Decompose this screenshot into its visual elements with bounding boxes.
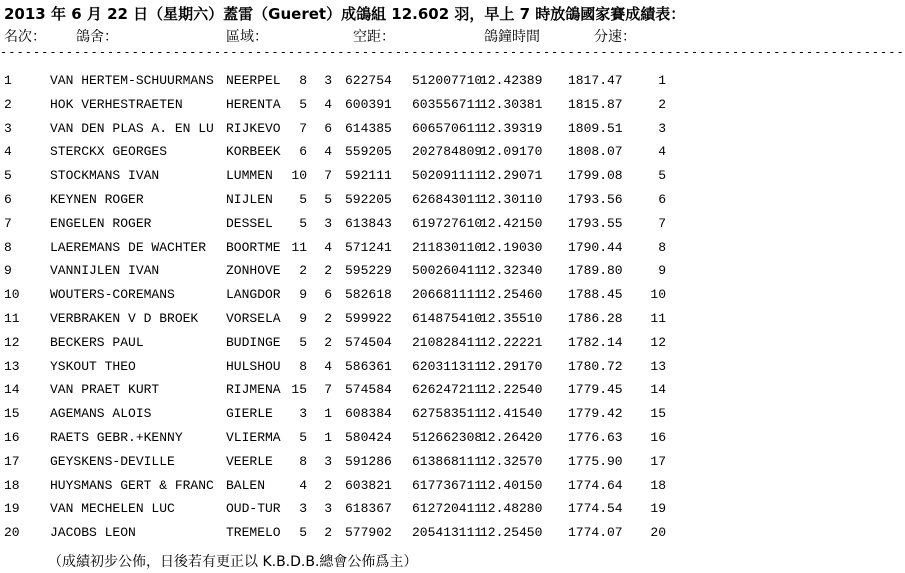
- ring-number-cell: 617736711: [412, 477, 483, 493]
- table-row: [0, 240, 680, 263]
- prize-count-cell: 3: [324, 453, 332, 469]
- entered-count-cell: 7: [299, 120, 307, 136]
- distance-cell: 614385: [345, 120, 392, 136]
- distance-cell: 574584: [345, 382, 392, 398]
- table-row: [0, 335, 680, 358]
- clock-time-cell: 12.22540: [480, 382, 543, 398]
- clock-time-cell: 12.32340: [480, 263, 543, 279]
- ring-number-cell: 613868111: [412, 453, 483, 469]
- header-rank: 名次：: [4, 29, 46, 45]
- speed-cell: 1809.51: [568, 120, 623, 136]
- position-cell: 13: [650, 358, 666, 374]
- speed-cell: 1788.45: [568, 287, 623, 303]
- table-row: [0, 382, 680, 405]
- table-row: [0, 501, 680, 524]
- ring-number-cell: 614875410: [412, 311, 483, 326]
- ring-number-cell: 512007710: [412, 73, 483, 88]
- clock-time-cell: 12.30110: [480, 192, 543, 207]
- town-cell: RIJMENA: [226, 382, 281, 398]
- prize-count-cell: 4: [324, 144, 332, 160]
- ring-number-cell: 620311311: [412, 358, 483, 374]
- table-row: [0, 311, 680, 334]
- town-cell: VORSELA: [226, 311, 281, 326]
- rank-cell: 9: [4, 263, 12, 279]
- prize-count-cell: 4: [324, 358, 332, 374]
- position-cell: 7: [658, 215, 666, 231]
- position-cell: 3: [658, 120, 666, 136]
- speed-cell: 1776.63: [568, 430, 623, 445]
- table-row: [0, 73, 680, 96]
- distance-cell: 582618: [345, 287, 392, 303]
- loft-name-cell: VAN MECHELEN LUC: [50, 501, 175, 517]
- speed-cell: 1774.54: [568, 501, 623, 517]
- distance-cell: 586361: [345, 358, 392, 374]
- distance-cell: 595229: [345, 263, 392, 279]
- position-cell: 10: [650, 287, 666, 303]
- rank-cell: 4: [4, 144, 12, 160]
- header-distance: 空距：: [353, 29, 395, 45]
- table-row: [0, 478, 680, 501]
- position-cell: 14: [650, 382, 666, 398]
- loft-name-cell: KEYNEN ROGER: [50, 192, 144, 207]
- position-cell: 2: [658, 96, 666, 112]
- rank-cell: 8: [4, 239, 12, 255]
- distance-cell: 577902: [345, 525, 392, 541]
- table-row: [0, 192, 680, 215]
- town-cell: LANGDOR: [226, 287, 281, 303]
- rank-cell: 7: [4, 215, 12, 231]
- position-cell: 16: [650, 430, 666, 445]
- speed-cell: 1817.47: [568, 73, 623, 88]
- position-cell: 18: [650, 477, 666, 493]
- entered-count-cell: 15: [291, 382, 307, 398]
- loft-name-cell: HOK VERHESTRAETEN: [50, 96, 183, 112]
- entered-count-cell: 5: [299, 192, 307, 207]
- entered-count-cell: 2: [299, 263, 307, 279]
- distance-cell: 618367: [345, 501, 392, 517]
- loft-name-cell: LAEREMANS DE WACHTER: [50, 239, 207, 255]
- speed-cell: 1793.56: [568, 192, 623, 207]
- position-cell: 19: [650, 501, 666, 517]
- table-row: [0, 287, 680, 310]
- rank-cell: 6: [4, 192, 12, 207]
- ring-number-cell: 619727610: [412, 215, 483, 231]
- rank-cell: 18: [4, 477, 20, 493]
- loft-name-cell: AGEMANS ALOIS: [50, 406, 152, 422]
- town-cell: ZONHOVE: [226, 263, 281, 279]
- table-row: [0, 144, 680, 167]
- ring-number-cell: 626247211: [412, 382, 483, 398]
- distance-cell: 574504: [345, 334, 392, 350]
- loft-name-cell: HUYSMANS GERT & FRANC: [50, 477, 214, 493]
- rank-cell: 19: [4, 501, 20, 517]
- loft-name-cell: VAN PRAET KURT: [50, 382, 160, 398]
- entered-count-cell: 3: [299, 406, 307, 422]
- clock-time-cell: 12.39319: [480, 120, 543, 136]
- distance-cell: 613843: [345, 215, 392, 231]
- loft-name-cell: YSKOUT THEO: [50, 358, 136, 374]
- town-cell: BOORTME: [226, 239, 281, 255]
- town-cell: BALEN: [226, 477, 266, 493]
- speed-cell: 1775.90: [568, 453, 623, 469]
- entered-count-cell: 5: [299, 96, 307, 112]
- clock-time-cell: 12.32570: [480, 453, 543, 469]
- speed-cell: 1786.28: [568, 311, 623, 326]
- loft-name-cell: GEYSKENS-DEVILLE: [50, 453, 175, 469]
- clock-time-cell: 12.42389: [480, 73, 543, 88]
- ring-number-cell: 626843011: [412, 192, 483, 207]
- header-clock-time: 鴿鐘時間: [484, 29, 540, 45]
- speed-cell: 1779.45: [568, 382, 623, 398]
- clock-time-cell: 12.48280: [480, 501, 543, 517]
- clock-time-cell: 12.29071: [480, 168, 543, 184]
- footer-note: （成績初步公佈，日後若有更正以 K.B.D.B.總會公佈爲主）: [48, 554, 418, 570]
- distance-cell: 599922: [345, 311, 392, 326]
- position-cell: 12: [650, 334, 666, 350]
- table-row: [0, 168, 680, 191]
- loft-name-cell: VANNIJLEN IVAN: [50, 263, 160, 279]
- prize-count-cell: 1: [324, 406, 332, 422]
- rank-cell: 5: [4, 168, 12, 184]
- entered-count-cell: 9: [299, 311, 307, 326]
- speed-cell: 1774.07: [568, 525, 623, 541]
- rank-cell: 13: [4, 358, 20, 374]
- loft-name-cell: STERCKX GEORGES: [50, 144, 168, 160]
- prize-count-cell: 3: [324, 215, 332, 231]
- rank-cell: 1: [4, 73, 12, 88]
- ring-number-cell: 202784809: [412, 144, 483, 160]
- distance-cell: 600391: [345, 96, 392, 112]
- clock-time-cell: 12.41540: [480, 406, 543, 422]
- ring-number-cell: 210828411: [412, 334, 483, 350]
- clock-time-cell: 12.35510: [480, 311, 543, 326]
- loft-name-cell: VERBRAKEN V D BROEK: [50, 311, 199, 326]
- entered-count-cell: 5: [299, 215, 307, 231]
- prize-count-cell: 2: [324, 477, 332, 493]
- rank-cell: 2: [4, 96, 12, 112]
- position-cell: 11: [650, 311, 666, 326]
- town-cell: HULSHOU: [226, 358, 281, 374]
- distance-cell: 591286: [345, 453, 392, 469]
- town-cell: NIJLEN: [226, 192, 273, 207]
- prize-count-cell: 2: [324, 311, 332, 326]
- speed-cell: 1789.80: [568, 263, 623, 279]
- clock-time-cell: 12.42150: [480, 215, 543, 231]
- distance-cell: 592205: [345, 192, 392, 207]
- ring-number-cell: 612720411: [412, 501, 483, 517]
- speed-cell: 1793.55: [568, 215, 623, 231]
- town-cell: GIERLE: [226, 406, 273, 422]
- entered-count-cell: 8: [299, 358, 307, 374]
- town-cell: DESSEL: [226, 215, 273, 231]
- loft-name-cell: VAN HERTEM-SCHUURMANS: [50, 73, 214, 88]
- speed-cell: 1774.64: [568, 477, 623, 493]
- entered-count-cell: 5: [299, 430, 307, 445]
- position-cell: 17: [650, 453, 666, 469]
- prize-count-cell: 1: [324, 430, 332, 445]
- speed-cell: 1815.87: [568, 96, 623, 112]
- prize-count-cell: 3: [324, 501, 332, 517]
- table-row: [0, 430, 680, 453]
- speed-cell: 1790.44: [568, 239, 623, 255]
- loft-name-cell: ENGELEN ROGER: [50, 215, 152, 231]
- header-town: 區域：: [226, 29, 268, 45]
- loft-name-cell: WOUTERS-COREMANS: [50, 287, 175, 303]
- ring-number-cell: 606570611: [412, 120, 483, 136]
- prize-count-cell: 2: [324, 334, 332, 350]
- town-cell: TREMELO: [226, 525, 281, 541]
- rank-cell: 20: [4, 525, 20, 541]
- clock-time-cell: 12.19030: [480, 239, 543, 255]
- distance-cell: 580424: [345, 430, 392, 445]
- town-cell: VLIERMA: [226, 430, 281, 445]
- loft-name-cell: VAN DEN PLAS A. EN LU: [50, 120, 214, 136]
- entered-count-cell: 8: [299, 73, 307, 88]
- clock-time-cell: 12.25460: [480, 287, 543, 303]
- header-speed: 分速：: [594, 29, 636, 45]
- table-row: [0, 97, 680, 120]
- town-cell: RIJKEVO: [226, 120, 281, 136]
- clock-time-cell: 12.26420: [480, 430, 543, 445]
- table-row: [0, 121, 680, 144]
- entered-count-cell: 8: [299, 453, 307, 469]
- entered-count-cell: 5: [299, 334, 307, 350]
- position-cell: 1: [658, 73, 666, 88]
- table-row: [0, 525, 680, 548]
- loft-name-cell: JACOBS LEON: [50, 525, 136, 541]
- position-cell: 9: [658, 263, 666, 279]
- prize-count-cell: 4: [324, 239, 332, 255]
- speed-cell: 1780.72: [568, 358, 623, 374]
- town-cell: BUDINGE: [226, 334, 281, 350]
- ring-number-cell: 211830110: [412, 239, 483, 255]
- distance-cell: 592111: [345, 168, 392, 184]
- prize-count-cell: 2: [324, 263, 332, 279]
- ring-number-cell: 502091111: [412, 168, 483, 184]
- speed-cell: 1779.42: [568, 406, 623, 422]
- prize-count-cell: 3: [324, 73, 332, 88]
- header-divider: --------------------------------------------------------------------------------------------------------------: [0, 45, 905, 59]
- rank-cell: 10: [4, 287, 20, 303]
- loft-name-cell: BECKERS PAUL: [50, 334, 144, 350]
- header-loft: 鴿舍：: [76, 29, 118, 45]
- town-cell: OUD-TUR: [226, 501, 281, 517]
- rank-cell: 15: [4, 406, 20, 422]
- ring-number-cell: 206681111: [412, 287, 483, 303]
- rank-cell: 11: [4, 311, 20, 326]
- ring-number-cell: 627583511: [412, 406, 483, 422]
- clock-time-cell: 12.22221: [480, 334, 543, 350]
- entered-count-cell: 5: [299, 525, 307, 541]
- ring-number-cell: 603556711: [412, 96, 483, 112]
- town-cell: VEERLE: [226, 453, 273, 469]
- ring-number-cell: 500260411: [412, 263, 483, 279]
- clock-time-cell: 12.29170: [480, 358, 543, 374]
- rank-cell: 3: [4, 120, 12, 136]
- speed-cell: 1808.07: [568, 144, 623, 160]
- prize-count-cell: 4: [324, 96, 332, 112]
- clock-time-cell: 12.25450: [480, 525, 543, 541]
- prize-count-cell: 6: [324, 120, 332, 136]
- page-title: 2013 年 6 月 22 日（星期六）蓋雷（Gueret）成鴿組 12.602 羽，早上 7 時放鴿國家賽成績表：: [4, 5, 686, 23]
- entered-count-cell: 4: [299, 477, 307, 493]
- table-row: [0, 406, 680, 429]
- prize-count-cell: 2: [324, 525, 332, 541]
- table-row: [0, 359, 680, 382]
- town-cell: KORBEEK: [226, 144, 281, 160]
- rank-cell: 16: [4, 430, 20, 445]
- prize-count-cell: 6: [324, 287, 332, 303]
- table-row: [0, 454, 680, 477]
- position-cell: 5: [658, 168, 666, 184]
- distance-cell: 608384: [345, 406, 392, 422]
- position-cell: 15: [650, 406, 666, 422]
- town-cell: NEERPEL: [226, 73, 281, 88]
- clock-time-cell: 12.30381: [480, 96, 543, 112]
- entered-count-cell: 9: [299, 287, 307, 303]
- entered-count-cell: 10: [291, 168, 307, 184]
- town-cell: HERENTA: [226, 96, 281, 112]
- entered-count-cell: 3: [299, 501, 307, 517]
- loft-name-cell: STOCKMANS IVAN: [50, 168, 160, 184]
- ring-number-cell: 205413111: [412, 525, 483, 541]
- speed-cell: 1782.14: [568, 334, 623, 350]
- table-row: [0, 216, 680, 239]
- position-cell: 8: [658, 239, 666, 255]
- ring-number-cell: 512662308: [412, 430, 483, 445]
- distance-cell: 622754: [345, 73, 392, 88]
- clock-time-cell: 12.09170: [480, 144, 543, 160]
- loft-name-cell: RAETS GEBR.+KENNY: [50, 430, 183, 445]
- clock-time-cell: 12.40150: [480, 477, 543, 493]
- distance-cell: 559205: [345, 144, 392, 160]
- position-cell: 20: [650, 525, 666, 541]
- town-cell: LUMMEN: [226, 168, 273, 184]
- table-row: [0, 263, 680, 286]
- prize-count-cell: 5: [324, 192, 332, 207]
- rank-cell: 17: [4, 453, 20, 469]
- rank-cell: 12: [4, 334, 20, 350]
- speed-cell: 1799.08: [568, 168, 623, 184]
- prize-count-cell: 7: [324, 382, 332, 398]
- position-cell: 4: [658, 144, 666, 160]
- entered-count-cell: 11: [291, 239, 307, 255]
- entered-count-cell: 6: [299, 144, 307, 160]
- distance-cell: 603821: [345, 477, 392, 493]
- prize-count-cell: 7: [324, 168, 332, 184]
- distance-cell: 571241: [345, 239, 392, 255]
- rank-cell: 14: [4, 382, 20, 398]
- position-cell: 6: [658, 192, 666, 207]
